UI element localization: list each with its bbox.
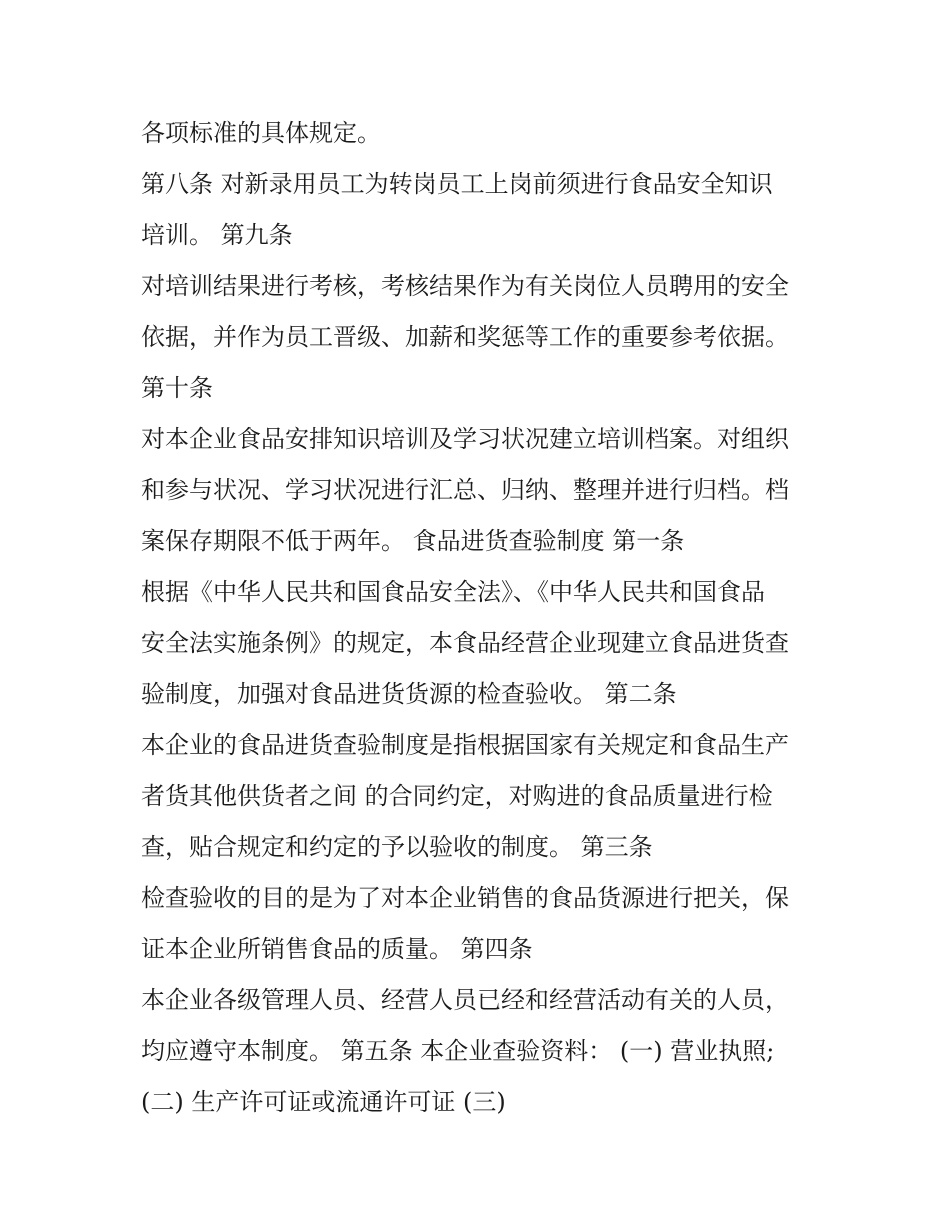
text-line: 验制度，加强对食品进货货源的检查验收。 第二条 [141, 680, 677, 708]
text-line: 均应遵守本制度。 第五条 本企业查验资料： (一) 营业执照; [141, 1037, 775, 1065]
text-line: 培训。 第九条 [141, 221, 293, 249]
text-line: 安全法实施条例》的规定，本食品经营企业现建立食品进货查 [141, 629, 789, 657]
text-line: 本企业的食品进货查验制度是指根据国家有关规定和食品生产 [141, 731, 789, 759]
text-line: 各项标准的具体规定。 [141, 119, 381, 147]
text-line: 依据，并作为员工晋级、加薪和奖惩等工作的重要参考依据。 [141, 323, 789, 351]
text-line: 查，贴合规定和约定的予以验收的制度。 第三条 [141, 833, 653, 861]
text-line: 检查验收的目的是为了对本企业销售的食品货源进行把关，保 [141, 884, 789, 912]
text-line: 者货其他供货者之间 的合同约定，对购进的食品质量进行检 [141, 782, 773, 810]
text-line: 和参与状况、学习状况进行汇总、归纳、整理并进行归档。档 [141, 476, 789, 504]
text-line: 证本企业所销售食品的质量。 第四条 [141, 935, 533, 963]
text-line: 对培训结果进行考核，考核结果作为有关岗位人员聘用的安全 [141, 272, 789, 300]
document-body [141, 108, 821, 1128]
text-line: 对本企业食品安排知识培训及学习状况建立培训档案。对组织 [141, 425, 789, 453]
text-line: 根据《中华人民共和国食品安全法》、《中华人民共和国食品 [141, 578, 765, 606]
text-line: 第八条 对新录用员工为转岗员工上岗前须进行食品安全知识 [141, 170, 773, 198]
text-line: 第十条 [141, 374, 213, 402]
text-line: 案保存期限不低于两年。 食品进货查验制度 第一条 [141, 527, 685, 555]
text-line: (二) 生产许可证或流通许可证 (三) [141, 1088, 506, 1116]
text-line: 本企业各级管理人员、经营人员已经和经营活动有关的人员， [141, 986, 789, 1014]
